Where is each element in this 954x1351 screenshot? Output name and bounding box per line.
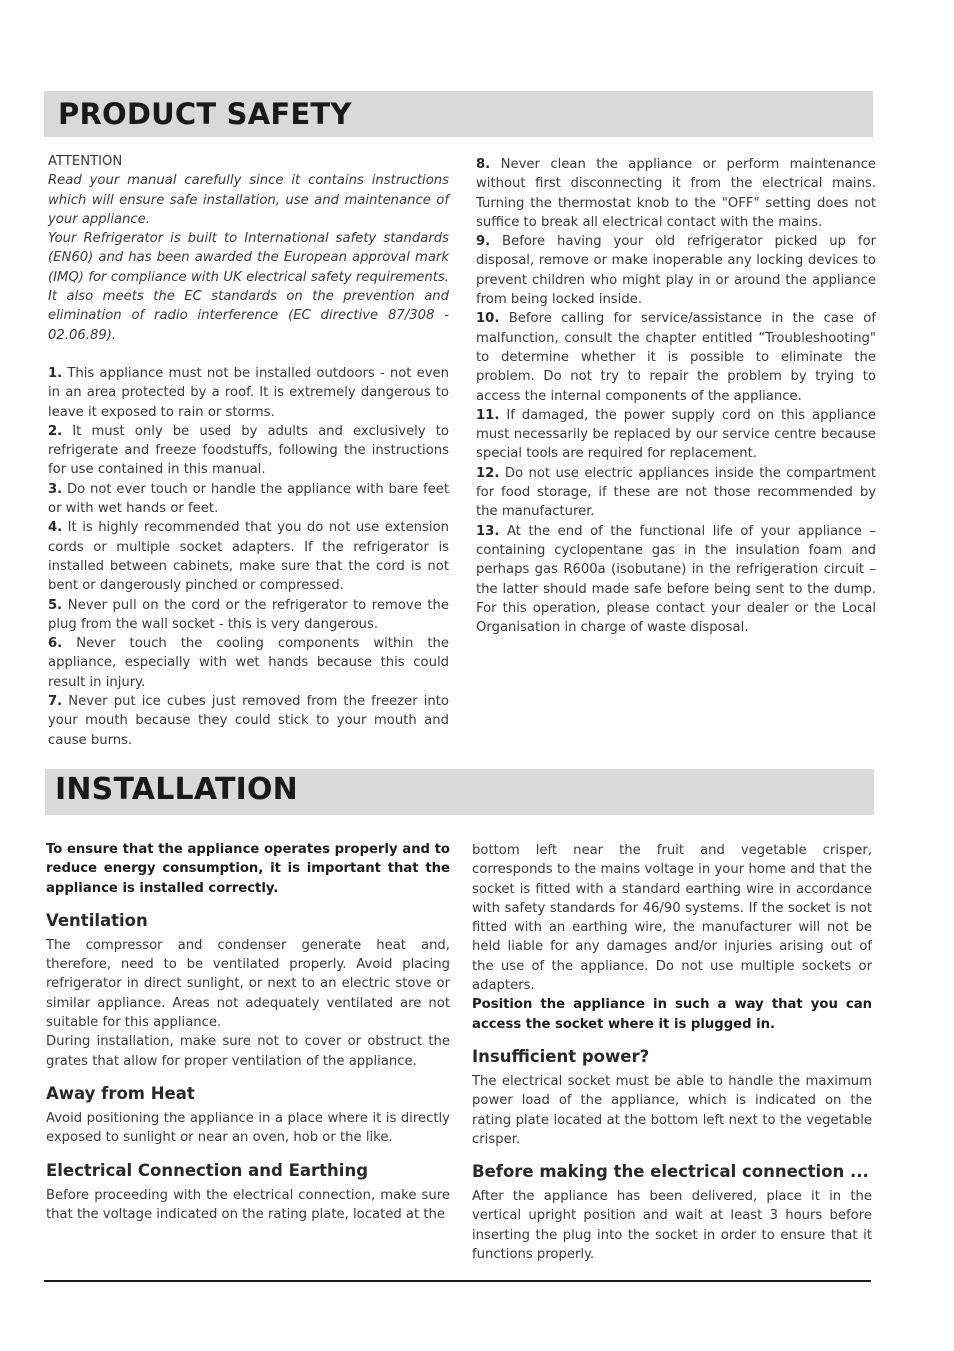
electrical-bold-note: Position the appliance in such a way that you can access the socket where it is plugged in.	[472, 997, 872, 1032]
safety-item: 8. Never clean the appliance or perform maintenance without first disconnecting it from the electrical mains. Turning the thermostat knob to the "OFF" setting does not suffice to break all electrical contact with the mains.	[476, 157, 876, 230]
electrical-text-2: bottom left near the fruit and vegetable crisper, corresponds to the mains voltage in your home and that the socket is fitted with a standard earthing wire in accordance with safety standards for 46/90 systems. If the socket is not fitted with an earthing wire, the manufacturer will not be held liable for any damages and/or injuries arising out of the use of the appliance. Do not use multiple sockets or adapters.	[472, 843, 872, 994]
installation-banner	[45, 769, 874, 815]
safety-item: 7. Never put ice cubes just removed from the freezer into your mouth because they could stick to your mouth and cause burns.	[48, 694, 449, 748]
safety-item: 3. Do not ever touch or handle the appliance with bare feet or with wet hands or feet.	[48, 481, 449, 517]
product-safety-title: PRODUCT SAFETY	[58, 97, 352, 131]
safety-item: 4. It is highly recommended that you do not use extension cords or multiple socket adapters. If the refrigerator is installed between cabinets, make sure that the cord is not bent or dangerously pinched or compressed.	[48, 520, 449, 594]
safety-left-column	[48, 152, 449, 750]
electrical-heading: Electrical Connection and Earthing	[46, 1160, 368, 1180]
safety-item: 6. Never touch the cooling components within the appliance, especially with wet hands because this could result in injury.	[48, 636, 449, 690]
safety-item: 5. Never pull on the cord or the refrigerator to remove the plug from the wall socket - this is very dangerous.	[48, 597, 449, 632]
ventilation-heading: Ventilation	[46, 910, 148, 930]
ventilation-text-2: During installation, make sure not to cover or obstruct the grates that allow for proper ventilation of the appliance.	[46, 1034, 450, 1069]
safety-item: 13. At the end of the functional life of your appliance – containing cyclopentane gas in the insulation foam and perhaps gas R600a (isobutane) in the refrigeration circuit – the latter should made safe before being sent to the dump. For this operation, please contact your dealer or the Local Organisation in charge of waste disposal.	[476, 523, 876, 636]
away-from-heat-heading: Away from Heat	[46, 1083, 195, 1103]
safety-item: 9. Before having your old refrigerator picked up for disposal, remove or make inoperable any locking devices to prevent children who might play in or around the appliance from being locked inside.	[476, 234, 876, 308]
safety-item: 11. If damaged, the power supply cord on this appliance must necessarily be replaced by our service centre because special tools are required for replacement.	[476, 407, 876, 462]
product-safety-banner	[44, 91, 873, 137]
safety-item: 12. Do not use electric appliances inside the compartment for food storage, if these are not those recommended by the manufacturer.	[476, 465, 876, 520]
safety-item: 10. Before calling for service/assistance in the case of malfunction, consult the chapter entitled “Troubleshooting" to determine whether it is possible to eliminate the problem. Do not try to repair the problem by trying to access the internal components of the appliance.	[476, 311, 876, 404]
footer-rule	[44, 1280, 871, 1282]
before-connection-text: After the appliance has been delivered, place it in the vertical upright position and wait at least 3 hours before inserting the plug into the socket in order to ensure that it functions properly.	[472, 1189, 872, 1263]
insufficient-power-heading: Insufficient power?	[472, 1046, 650, 1066]
attention-text-2: Your Refrigerator is built to International safety standards (EN60) and has been awarded the European approval mark (IMQ) for compliance with UK electrical safety requirements. It also meets the EC standards on the prevention and elimination of radio interference (EC directive 87/308 - 02.06.89).	[48, 231, 449, 343]
safety-right-column	[476, 155, 876, 637]
installation-title: INSTALLATION	[55, 772, 298, 807]
safety-item: 2. It must only be used by adults and exclusively to refrigerate and freeze foodstuffs, following the instructions for use contained in this manual.	[48, 423, 449, 478]
installation-left-column	[46, 840, 450, 1224]
attention-text-1: Read your manual carefully since it contains instructions which will ensure safe installation, use and maintenance of your appliance.	[48, 173, 449, 227]
electrical-text-1: Before proceeding with the electrical connection, make sure that the voltage indicated on the rating plate, located at the	[46, 1187, 450, 1222]
away-from-heat-text: Avoid positioning the appliance in a place where it is directly exposed to sunlight or near an oven, hob or the like.	[46, 1110, 450, 1146]
insufficient-power-text: The electrical socket must be able to handle the maximum power load of the appliance, which is indicated on the rating plate located at the bottom left next to the vegetable crisper.	[472, 1073, 872, 1147]
attention-label: ATTENTION	[48, 154, 123, 169]
ventilation-text-1: The compressor and condenser generate heat and, therefore, need to be ventilated properly. Avoid placing refrigerator in direct sunlight, or next to an electric stove or similar appliance. Areas not adequately ventilated are not suitable for this appliance.	[46, 937, 450, 1031]
installation-right-column	[472, 841, 872, 1264]
before-connection-heading: Before making the electrical connection ...	[472, 1162, 869, 1182]
safety-item: 1. This appliance must not be installed outdoors - not even in an area protected by a roof. It is extremely dangerous to leave it exposed to rain or storms.	[48, 365, 449, 420]
installation-intro: To ensure that the appliance operates properly and to reduce energy consumption, it is important that the appliance is installed correctly.	[46, 842, 450, 896]
